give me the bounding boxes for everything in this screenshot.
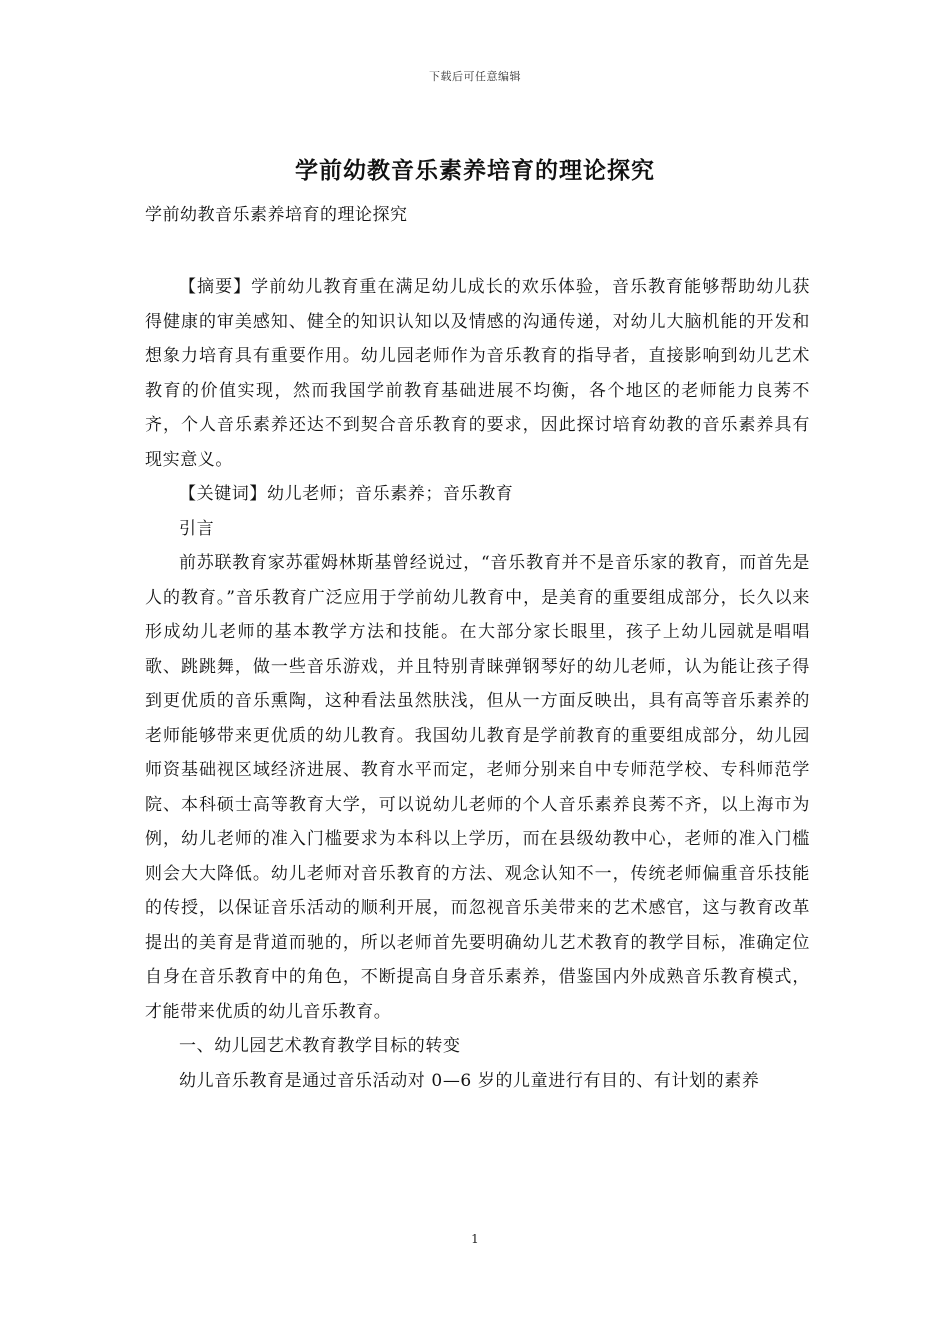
section-heading-1: 一、幼儿园艺术教育教学目标的转变 <box>179 1036 461 1056</box>
keywords-paragraph: 【关键词】幼儿老师；音乐素养；音乐教育 <box>179 484 514 504</box>
abstract-paragraph: 【摘要】学前幼儿教育重在满足幼儿成长的欢乐体验，音乐教育能够帮助幼儿获得健康的审美感知、健全的知识认知以及情感的沟通传递，对幼儿大脑机能的开发和想象力培育具有重要作用。幼儿园老师作为音乐教育的指导者，直接影响到幼儿艺术教育的价值实现，然而我国学前教育基础进展不均衡，各个地区的老师能力良莠不齐，个人音乐素养还达不到契合音乐教育的要求，因此探讨培育幼教的音乐素养具有现实意义。 <box>145 277 810 470</box>
section-1-paragraph: 幼儿音乐教育是通过音乐活动对 0—6 岁的儿童进行有目的、有计划的素养 <box>179 1070 760 1091</box>
introduction-paragraph: 前苏联教育家苏霍姆林斯基曾经说过，“音乐教育并不是音乐家的教育，而首先是人的教育。”音乐教育广泛应用于学前幼儿教育中，是美育的重要组成部分，长久以来形成幼儿老师的基本教学方法和技能。在大部分家长眼里，孩子上幼儿园就是唱唱歌、跳跳舞，做一些音乐游戏，并且特别青睐弹钢琴好的幼儿老师，认为能让孩子得到更优质的音乐熏陶，这种看法虽然肤浅，但从一方面反映出，具有高等音乐素养的老师能够带来更优质的幼儿教育。我国幼儿教育是学前教育的重要组成部分，幼儿园师资基础视区域经济进展、教育水平而定，老师分别来自中专师范学校、专科师范学院、本科硕士高等教育大学，可以说幼儿老师的个人音乐素养良莠不齐，以上海市为例，幼儿老师的准入门槛要求为本科以上学历，而在县级幼教中心，老师的准入门槛则会大大降低。幼儿老师对音乐教育的方法、观念认知不一，传统老师偏重音乐技能的传授，以保证音乐活动的顺利开展，而忽视音乐美带来的艺术感官，这与教育改革提出的美育是背道而驰的，所以老师首先要明确幼儿艺术教育的教学目标，准确定位自身在音乐教育中的角色，不断提高自身音乐素养，借鉴国内外成熟音乐教育模式，才能带来优质的幼儿音乐教育。 <box>145 553 810 1022</box>
introduction-heading: 引言 <box>179 518 215 539</box>
page-title: 学前幼教音乐素养培育的理论探究 <box>295 157 655 184</box>
page-subtitle: 学前幼教音乐素养培育的理论探究 <box>145 205 408 225</box>
page-number: 1 <box>471 1232 479 1246</box>
body-text <box>145 270 810 1098</box>
header-note: 下载后可任意编辑 <box>429 70 521 83</box>
